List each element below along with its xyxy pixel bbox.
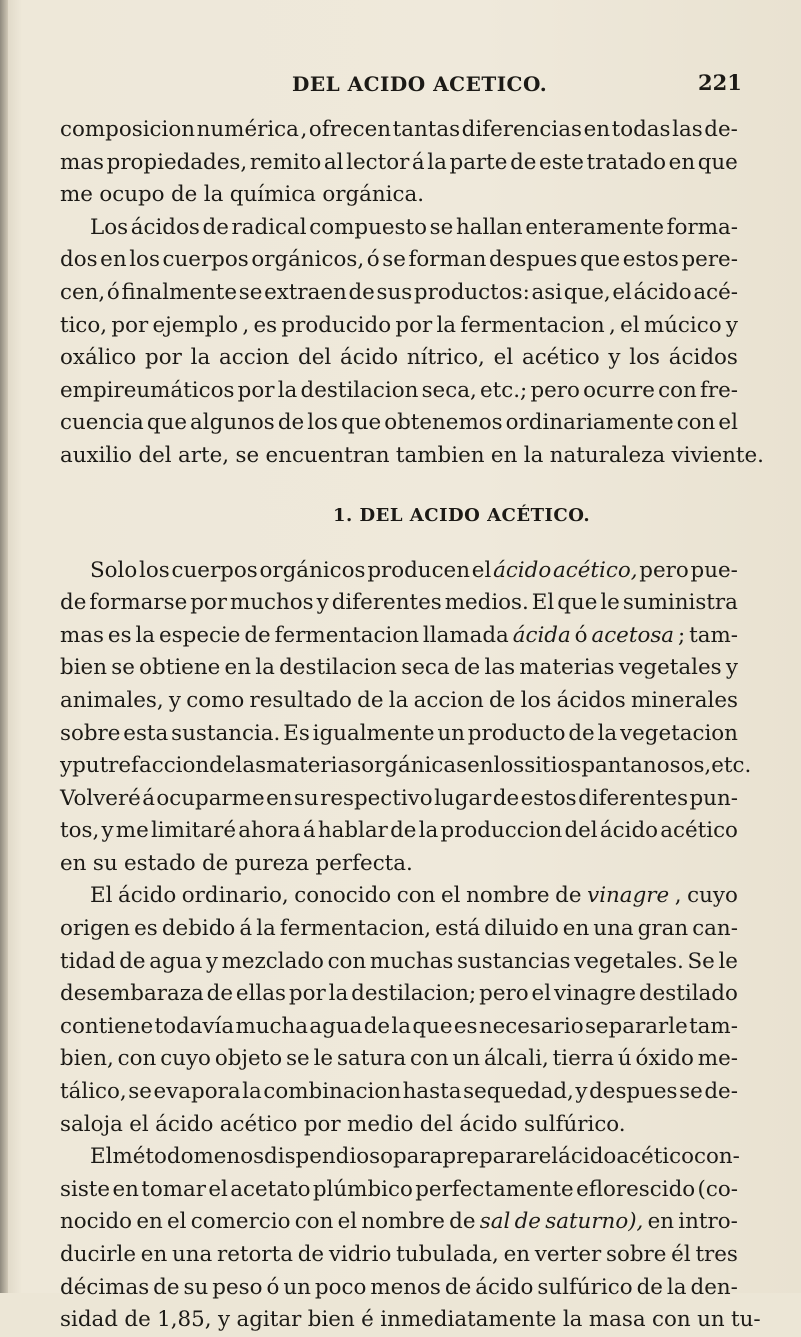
page-number: 221 bbox=[698, 70, 742, 95]
body-text bbox=[60, 114, 764, 1337]
text-line: décimas de su peso ó un poco menos de ácido sulfúrico de la den- bbox=[60, 1274, 738, 1300]
text-line: bien se obtiene en la destilacion seca de las materias vegetales y bbox=[60, 655, 738, 681]
text-line: bien, con cuyo objeto se le satura con un álcali, tierra ú óxido me- bbox=[60, 1046, 738, 1072]
text-line: me ocupo de la química orgánica. bbox=[60, 182, 425, 208]
section-heading: 1. DEL ACIDO ACÉTICO. bbox=[333, 504, 591, 526]
text-line: El ácido ordinario, conocido con el nombre de vinagre , cuyo bbox=[90, 883, 738, 909]
text-line: empireumáticos por la destilacion seca, etc.; pero ocurre con fre- bbox=[60, 377, 738, 403]
text-line: desembaraza de ellas por la destilacion; pero el vinagre destilado bbox=[60, 981, 738, 1007]
paragraph-block-1 bbox=[60, 114, 764, 473]
text-line: ducirle en una retorta de vidrio tubulada, en verter sobre él tres bbox=[60, 1242, 738, 1267]
text-line: de formarse por muchos y diferentes medios. El que le suministra bbox=[60, 590, 738, 616]
text-line: oxálico por la accion del ácido nítrico, el acético y los ácidos bbox=[60, 345, 738, 371]
text-line: tidad de agua y mezclado con muchas sustancias vegetales. Se le bbox=[60, 948, 738, 974]
text-line: auxilio del arte, se encuentran tambien en la naturaleza viviente. bbox=[60, 442, 764, 468]
text-line: saloja el ácido acético por medio del ácido sulfúrico. bbox=[60, 1111, 626, 1137]
text-line: mas propiedades, remito al lector á la parte de este tratado en que bbox=[60, 149, 738, 175]
text-line: tálico, se evapora la combinacion hasta sequedad, y despues se de- bbox=[60, 1079, 738, 1105]
text-line: Solo los cuerpos orgánicos producen el ácido acético, pero pue- bbox=[90, 557, 738, 583]
text-line: dos en los cuerpos orgánicos, ó se forman despues que estos pere- bbox=[60, 247, 738, 273]
text-line: contiene todavía mucha agua de la que es necesario separarle tam- bbox=[60, 1013, 738, 1039]
text-line: y putrefaccion de las materias orgánicas en los sitios pantanosos, etc. bbox=[60, 753, 752, 779]
text-line: cen, ó finalmente se extraen de sus productos: asi que, el ácido acé- bbox=[60, 279, 738, 305]
text-line: siste en tomar el acetato plúmbico perfectamente eflorescido (co- bbox=[60, 1176, 738, 1202]
running-title: DEL ACIDO ACETICO. bbox=[292, 72, 548, 96]
text-line: nocido en el comercio con el nombre de sal de saturno), en intro- bbox=[60, 1209, 738, 1235]
text-line: animales, y como resultado de la accion de los ácidos minerales bbox=[60, 687, 738, 713]
text-line: composicion numérica , ofrecen tantas diferencias en todas las de- bbox=[60, 117, 738, 142]
text-line: sobre esta sustancia. Es igualmente un producto de la vegetacion bbox=[60, 720, 738, 746]
text-line: en su estado de pureza perfecta. bbox=[60, 850, 413, 876]
text-line: tos, y me limitaré ahora á hablar de la produccion del ácido acético bbox=[60, 818, 738, 844]
text-line: origen es debido á la fermentacion, está diluido en una gran can- bbox=[60, 916, 738, 942]
text-line: tico, por ejemplo , es producido por la fermentacion , el múcico y bbox=[60, 312, 738, 338]
text-line: Los ácidos de radical compuesto se hallan enteramente forma- bbox=[90, 214, 738, 240]
page-header bbox=[0, 72, 801, 102]
text-line: Volveré á ocuparme en su respectivo lugar de estos diferentes pun- bbox=[60, 785, 738, 811]
text-line: El método menos dispendioso para preparar el ácido acético con- bbox=[90, 1144, 740, 1170]
text-line: cuencia que algunos de los que obtenemos ordinariamente con el bbox=[60, 410, 738, 436]
paragraph-block-2 bbox=[60, 555, 761, 1337]
text-line: mas es la especie de fermentacion llamada ácida ó acetosa ; tam- bbox=[60, 622, 738, 648]
page-gutter-shadow bbox=[0, 0, 8, 1293]
text-line: sidad de 1,85, y agitar bien é inmediatamente la masa con un tu- bbox=[60, 1307, 761, 1333]
